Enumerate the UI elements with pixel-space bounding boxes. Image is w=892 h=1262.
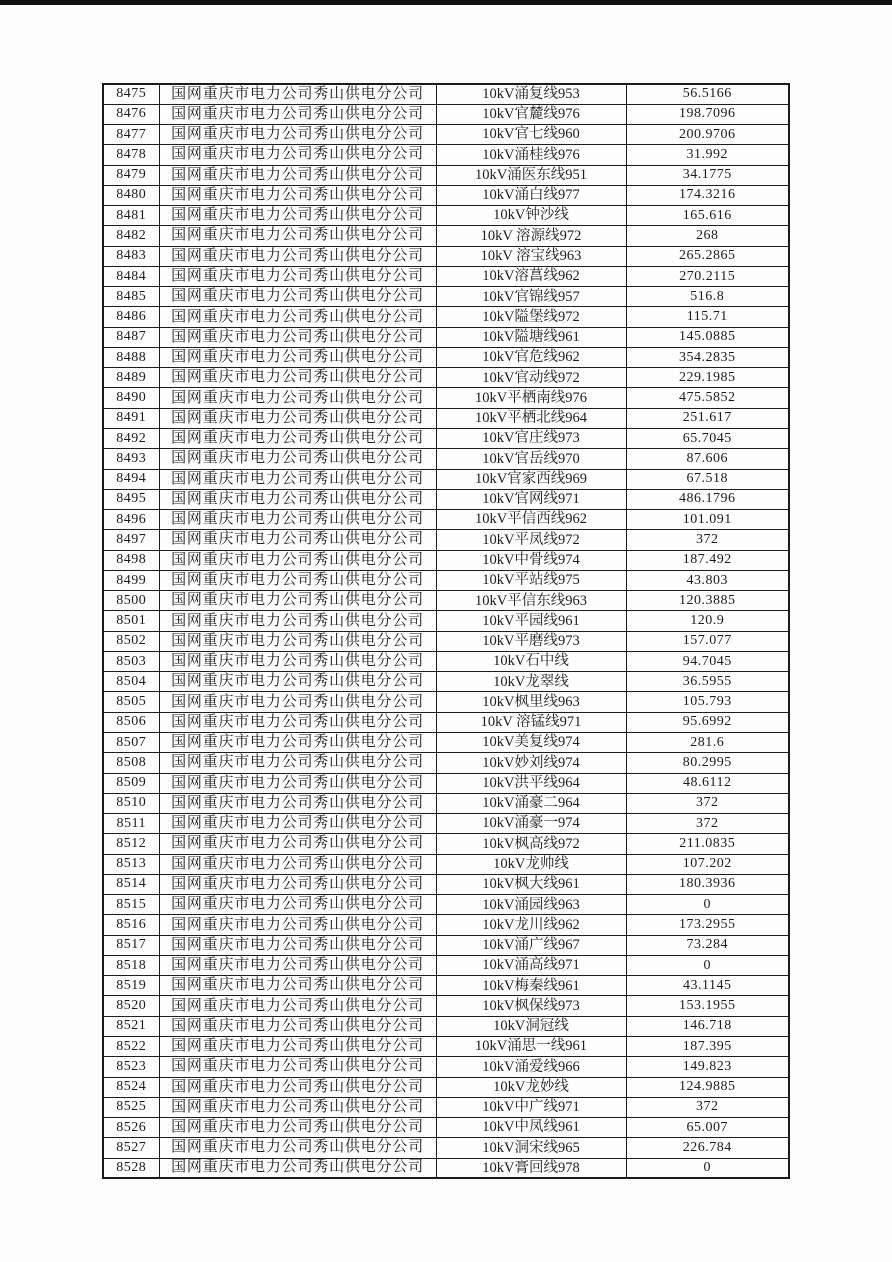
cell-company: 国网重庆市电力公司秀山供电分公司 (159, 692, 436, 712)
cell-company: 国网重庆市电力公司秀山供电分公司 (159, 165, 436, 185)
cell-line-name: 10kV平栖南线976 (436, 388, 626, 408)
cell-value: 187.395 (626, 1036, 789, 1056)
cell-line-name: 10kV平站线975 (436, 570, 626, 590)
cell-company: 国网重庆市电力公司秀山供电分公司 (159, 591, 436, 611)
table-row (103, 246, 789, 266)
cell-company: 国网重庆市电力公司秀山供电分公司 (159, 185, 436, 205)
cell-row-id: 8485 (103, 287, 159, 307)
cell-row-id: 8508 (103, 753, 159, 773)
cell-value: 0 (626, 895, 789, 915)
cell-value: 36.5955 (626, 672, 789, 692)
cell-line-name: 10kV隘塘线961 (436, 327, 626, 347)
table-row (103, 1077, 789, 1097)
cell-row-id: 8517 (103, 935, 159, 955)
cell-company: 国网重庆市电力公司秀山供电分公司 (159, 1036, 436, 1056)
table-row (103, 510, 789, 530)
cell-line-name: 10kV龙川线962 (436, 915, 626, 935)
cell-line-name: 10kV平园线961 (436, 611, 626, 631)
cell-line-name: 10kV龙翠线 (436, 672, 626, 692)
table-row (103, 1036, 789, 1056)
cell-line-name: 10kV涌高线971 (436, 955, 626, 975)
cell-company: 国网重庆市电力公司秀山供电分公司 (159, 1057, 436, 1077)
cell-row-id: 8488 (103, 347, 159, 367)
table-row (103, 368, 789, 388)
table-row (103, 1118, 789, 1138)
cell-company: 国网重庆市电力公司秀山供电分公司 (159, 935, 436, 955)
cell-value: 153.1955 (626, 996, 789, 1016)
table-row (103, 408, 789, 428)
cell-row-id: 8521 (103, 1016, 159, 1036)
table-row (103, 814, 789, 834)
cell-row-id: 8489 (103, 368, 159, 388)
cell-line-name: 10kV官麓线976 (436, 104, 626, 124)
cell-row-id: 8504 (103, 672, 159, 692)
cell-company: 国网重庆市电力公司秀山供电分公司 (159, 368, 436, 388)
table-row (103, 1016, 789, 1036)
cell-value: 120.3885 (626, 591, 789, 611)
cell-company: 国网重庆市电力公司秀山供电分公司 (159, 834, 436, 854)
cell-company: 国网重庆市电力公司秀山供电分公司 (159, 388, 436, 408)
cell-value: 105.793 (626, 692, 789, 712)
cell-value: 56.5166 (626, 84, 789, 104)
cell-row-id: 8511 (103, 814, 159, 834)
cell-row-id: 8478 (103, 145, 159, 165)
table-row (103, 895, 789, 915)
table-row (103, 388, 789, 408)
cell-company: 国网重庆市电力公司秀山供电分公司 (159, 874, 436, 894)
cell-line-name: 10kV官岳线970 (436, 449, 626, 469)
cell-line-name: 10kV钟沙线 (436, 206, 626, 226)
cell-line-name: 10kV美复线974 (436, 733, 626, 753)
cell-row-id: 8500 (103, 591, 159, 611)
cell-value: 43.1145 (626, 976, 789, 996)
cell-company: 国网重庆市电力公司秀山供电分公司 (159, 976, 436, 996)
cell-row-id: 8513 (103, 854, 159, 874)
table-row (103, 347, 789, 367)
cell-company: 国网重庆市电力公司秀山供电分公司 (159, 996, 436, 1016)
table-row (103, 1057, 789, 1077)
table-row (103, 733, 789, 753)
cell-row-id: 8503 (103, 651, 159, 671)
table-row (103, 712, 789, 732)
cell-value: 198.7096 (626, 104, 789, 124)
cell-line-name: 10kV官锦线957 (436, 287, 626, 307)
cell-company: 国网重庆市电力公司秀山供电分公司 (159, 1077, 436, 1097)
table-row (103, 591, 789, 611)
cell-line-name: 10kV枫高线972 (436, 834, 626, 854)
cell-company: 国网重庆市电力公司秀山供电分公司 (159, 307, 436, 327)
cell-value: 372 (626, 814, 789, 834)
cell-row-id: 8519 (103, 976, 159, 996)
cell-row-id: 8501 (103, 611, 159, 631)
cell-row-id: 8528 (103, 1158, 159, 1178)
cell-company: 国网重庆市电力公司秀山供电分公司 (159, 347, 436, 367)
cell-company: 国网重庆市电力公司秀山供电分公司 (159, 84, 436, 104)
cell-row-id: 8484 (103, 266, 159, 286)
table-row (103, 530, 789, 550)
cell-company: 国网重庆市电力公司秀山供电分公司 (159, 530, 436, 550)
cell-company: 国网重庆市电力公司秀山供电分公司 (159, 469, 436, 489)
cell-company: 国网重庆市电力公司秀山供电分公司 (159, 854, 436, 874)
cell-row-id: 8483 (103, 246, 159, 266)
table-row (103, 307, 789, 327)
cell-line-name: 10kV官家西线969 (436, 469, 626, 489)
cell-value: 475.5852 (626, 388, 789, 408)
cell-company: 国网重庆市电力公司秀山供电分公司 (159, 145, 436, 165)
cell-line-name: 10kV涌白线977 (436, 185, 626, 205)
cell-row-id: 8491 (103, 408, 159, 428)
cell-value: 149.823 (626, 1057, 789, 1077)
cell-row-id: 8505 (103, 692, 159, 712)
cell-line-name: 10kV平栖北线964 (436, 408, 626, 428)
cell-company: 国网重庆市电力公司秀山供电分公司 (159, 915, 436, 935)
cell-line-name: 10kV龙帅线 (436, 854, 626, 874)
cell-line-name: 10kV枫里线963 (436, 692, 626, 712)
cell-line-name: 10kV官网线971 (436, 489, 626, 509)
cell-company: 国网重庆市电力公司秀山供电分公司 (159, 266, 436, 286)
table-body (103, 84, 789, 1178)
cell-row-id: 8515 (103, 895, 159, 915)
cell-value: 43.803 (626, 570, 789, 590)
cell-value: 200.9706 (626, 125, 789, 145)
cell-row-id: 8523 (103, 1057, 159, 1077)
cell-line-name: 10kV中广线971 (436, 1097, 626, 1117)
cell-line-name: 10kV膏回线978 (436, 1158, 626, 1178)
table-row (103, 854, 789, 874)
cell-value: 229.1985 (626, 368, 789, 388)
cell-row-id: 8475 (103, 84, 159, 104)
cell-company: 国网重庆市电力公司秀山供电分公司 (159, 955, 436, 975)
cell-line-name: 10kV 溶锰线971 (436, 712, 626, 732)
table-row (103, 550, 789, 570)
cell-value: 48.6112 (626, 773, 789, 793)
cell-value: 372 (626, 530, 789, 550)
cell-line-name: 10kV涌思一线961 (436, 1036, 626, 1056)
cell-company: 国网重庆市电力公司秀山供电分公司 (159, 570, 436, 590)
table-row (103, 1158, 789, 1178)
cell-value: 94.7045 (626, 651, 789, 671)
cell-row-id: 8490 (103, 388, 159, 408)
cell-company: 国网重庆市电力公司秀山供电分公司 (159, 408, 436, 428)
cell-value: 0 (626, 1158, 789, 1178)
cell-row-id: 8526 (103, 1118, 159, 1138)
cell-value: 95.6992 (626, 712, 789, 732)
table-row (103, 631, 789, 651)
cell-company: 国网重庆市电力公司秀山供电分公司 (159, 814, 436, 834)
cell-value: 0 (626, 955, 789, 975)
cell-line-name: 10kV涌爱线966 (436, 1057, 626, 1077)
cell-value: 270.2115 (626, 266, 789, 286)
table-row (103, 469, 789, 489)
cell-row-id: 8525 (103, 1097, 159, 1117)
table-row (103, 692, 789, 712)
table-row (103, 125, 789, 145)
cell-line-name: 10kV洞冠线 (436, 1016, 626, 1036)
table-row (103, 834, 789, 854)
cell-value: 65.007 (626, 1118, 789, 1138)
cell-row-id: 8527 (103, 1138, 159, 1158)
cell-company: 国网重庆市电力公司秀山供电分公司 (159, 1158, 436, 1178)
table-row (103, 773, 789, 793)
cell-company: 国网重庆市电力公司秀山供电分公司 (159, 510, 436, 530)
cell-company: 国网重庆市电力公司秀山供电分公司 (159, 104, 436, 124)
cell-company: 国网重庆市电力公司秀山供电分公司 (159, 206, 436, 226)
table-row (103, 206, 789, 226)
cell-row-id: 8520 (103, 996, 159, 1016)
cell-value: 65.7045 (626, 429, 789, 449)
cell-row-id: 8496 (103, 510, 159, 530)
cell-row-id: 8494 (103, 469, 159, 489)
cell-value: 87.606 (626, 449, 789, 469)
cell-row-id: 8480 (103, 185, 159, 205)
cell-company: 国网重庆市电力公司秀山供电分公司 (159, 753, 436, 773)
cell-value: 226.784 (626, 1138, 789, 1158)
table-row (103, 570, 789, 590)
cell-value: 180.3936 (626, 874, 789, 894)
cell-line-name: 10kV涌医东线951 (436, 165, 626, 185)
cell-value: 354.2835 (626, 347, 789, 367)
data-table-container (102, 83, 790, 1179)
table-row (103, 104, 789, 124)
table-row (103, 185, 789, 205)
cell-value: 145.0885 (626, 327, 789, 347)
cell-row-id: 8502 (103, 631, 159, 651)
cell-value: 372 (626, 1097, 789, 1117)
cell-line-name: 10kV隘堡线972 (436, 307, 626, 327)
cell-row-id: 8482 (103, 226, 159, 246)
cell-line-name: 10kV官动线972 (436, 368, 626, 388)
table-row (103, 489, 789, 509)
table-row (103, 793, 789, 813)
cell-value: 101.091 (626, 510, 789, 530)
cell-line-name: 10kV龙妙线 (436, 1077, 626, 1097)
cell-row-id: 8507 (103, 733, 159, 753)
cell-line-name: 10kV平磨线973 (436, 631, 626, 651)
cell-value: 211.0835 (626, 834, 789, 854)
cell-row-id: 8516 (103, 915, 159, 935)
cell-value: 173.2955 (626, 915, 789, 935)
cell-line-name: 10kV中骨线974 (436, 550, 626, 570)
cell-row-id: 8510 (103, 793, 159, 813)
cell-company: 国网重庆市电力公司秀山供电分公司 (159, 1118, 436, 1138)
cell-line-name: 10kV涌豪二964 (436, 793, 626, 813)
table-row (103, 915, 789, 935)
cell-company: 国网重庆市电力公司秀山供电分公司 (159, 125, 436, 145)
cell-line-name: 10kV溶菖线962 (436, 266, 626, 286)
cell-company: 国网重庆市电力公司秀山供电分公司 (159, 672, 436, 692)
cell-company: 国网重庆市电力公司秀山供电分公司 (159, 651, 436, 671)
cell-line-name: 10kV涌复线953 (436, 84, 626, 104)
cell-value: 107.202 (626, 854, 789, 874)
cell-row-id: 8486 (103, 307, 159, 327)
cell-value: 67.518 (626, 469, 789, 489)
cell-company: 国网重庆市电力公司秀山供电分公司 (159, 773, 436, 793)
cell-company: 国网重庆市电力公司秀山供电分公司 (159, 1016, 436, 1036)
cell-company: 国网重庆市电力公司秀山供电分公司 (159, 226, 436, 246)
cell-line-name: 10kV官危线962 (436, 347, 626, 367)
table-row (103, 672, 789, 692)
table-row (103, 955, 789, 975)
cell-line-name: 10kV涌豪一974 (436, 814, 626, 834)
cell-company: 国网重庆市电力公司秀山供电分公司 (159, 327, 436, 347)
cell-company: 国网重庆市电力公司秀山供电分公司 (159, 489, 436, 509)
cell-line-name: 10kV涌园线963 (436, 895, 626, 915)
cell-row-id: 8476 (103, 104, 159, 124)
cell-company: 国网重庆市电力公司秀山供电分公司 (159, 429, 436, 449)
cell-company: 国网重庆市电力公司秀山供电分公司 (159, 611, 436, 631)
cell-value: 31.992 (626, 145, 789, 165)
table-row (103, 165, 789, 185)
cell-company: 国网重庆市电力公司秀山供电分公司 (159, 550, 436, 570)
cell-row-id: 8522 (103, 1036, 159, 1056)
cell-value: 281.6 (626, 733, 789, 753)
cell-row-id: 8481 (103, 206, 159, 226)
cell-company: 国网重庆市电力公司秀山供电分公司 (159, 246, 436, 266)
cell-line-name: 10kV洪平线964 (436, 773, 626, 793)
cell-line-name: 10kV中凤线961 (436, 1118, 626, 1138)
cell-row-id: 8497 (103, 530, 159, 550)
table-row (103, 753, 789, 773)
cell-row-id: 8495 (103, 489, 159, 509)
cell-value: 146.718 (626, 1016, 789, 1036)
cell-value: 372 (626, 793, 789, 813)
cell-line-name: 10kV平信东线963 (436, 591, 626, 611)
cell-company: 国网重庆市电力公司秀山供电分公司 (159, 1097, 436, 1117)
cell-value: 251.617 (626, 408, 789, 428)
cell-row-id: 8518 (103, 955, 159, 975)
cell-row-id: 8493 (103, 449, 159, 469)
table-row (103, 996, 789, 1016)
cell-company: 国网重庆市电力公司秀山供电分公司 (159, 287, 436, 307)
cell-company: 国网重庆市电力公司秀山供电分公司 (159, 1138, 436, 1158)
cell-line-name: 10kV枫保线973 (436, 996, 626, 1016)
cell-company: 国网重庆市电力公司秀山供电分公司 (159, 631, 436, 651)
cell-value: 165.616 (626, 206, 789, 226)
table-row (103, 266, 789, 286)
cell-value: 265.2865 (626, 246, 789, 266)
cell-line-name: 10kV 溶源线972 (436, 226, 626, 246)
cell-line-name: 10kV平凤线972 (436, 530, 626, 550)
cell-line-name: 10kV官庄线973 (436, 429, 626, 449)
cell-value: 124.9885 (626, 1077, 789, 1097)
cell-row-id: 8512 (103, 834, 159, 854)
cell-value: 80.2995 (626, 753, 789, 773)
cell-line-name: 10kV石中线 (436, 651, 626, 671)
cell-value: 73.284 (626, 935, 789, 955)
power-line-table (102, 83, 790, 1179)
cell-value: 187.492 (626, 550, 789, 570)
cell-line-name: 10kV涌广线967 (436, 935, 626, 955)
cell-line-name: 10kV枫大线961 (436, 874, 626, 894)
cell-value: 115.71 (626, 307, 789, 327)
cell-value: 268 (626, 226, 789, 246)
cell-row-id: 8509 (103, 773, 159, 793)
table-row (103, 935, 789, 955)
cell-row-id: 8477 (103, 125, 159, 145)
cell-row-id: 8506 (103, 712, 159, 732)
cell-value: 157.077 (626, 631, 789, 651)
table-row (103, 226, 789, 246)
cell-row-id: 8514 (103, 874, 159, 894)
cell-line-name: 10kV洞宋线965 (436, 1138, 626, 1158)
cell-line-name: 10kV 溶宝线963 (436, 246, 626, 266)
cell-line-name: 10kV平信西线962 (436, 510, 626, 530)
cell-row-id: 8499 (103, 570, 159, 590)
table-row (103, 429, 789, 449)
cell-row-id: 8524 (103, 1077, 159, 1097)
cell-value: 174.3216 (626, 185, 789, 205)
table-row (103, 1097, 789, 1117)
table-row (103, 449, 789, 469)
table-row (103, 874, 789, 894)
scan-edge-bar (0, 0, 892, 5)
cell-row-id: 8487 (103, 327, 159, 347)
table-row (103, 327, 789, 347)
table-row (103, 976, 789, 996)
cell-company: 国网重庆市电力公司秀山供电分公司 (159, 712, 436, 732)
table-row (103, 287, 789, 307)
table-row (103, 611, 789, 631)
cell-row-id: 8492 (103, 429, 159, 449)
table-row (103, 1138, 789, 1158)
cell-row-id: 8479 (103, 165, 159, 185)
table-row (103, 145, 789, 165)
cell-company: 国网重庆市电力公司秀山供电分公司 (159, 733, 436, 753)
cell-value: 120.9 (626, 611, 789, 631)
cell-company: 国网重庆市电力公司秀山供电分公司 (159, 449, 436, 469)
table-row (103, 84, 789, 104)
cell-line-name: 10kV官七线960 (436, 125, 626, 145)
cell-company: 国网重庆市电力公司秀山供电分公司 (159, 895, 436, 915)
table-row (103, 651, 789, 671)
cell-value: 516.8 (626, 287, 789, 307)
cell-company: 国网重庆市电力公司秀山供电分公司 (159, 793, 436, 813)
cell-line-name: 10kV妙刘线974 (436, 753, 626, 773)
cell-value: 34.1775 (626, 165, 789, 185)
cell-row-id: 8498 (103, 550, 159, 570)
cell-line-name: 10kV梅秦线961 (436, 976, 626, 996)
cell-line-name: 10kV涌桂线976 (436, 145, 626, 165)
cell-value: 486.1796 (626, 489, 789, 509)
